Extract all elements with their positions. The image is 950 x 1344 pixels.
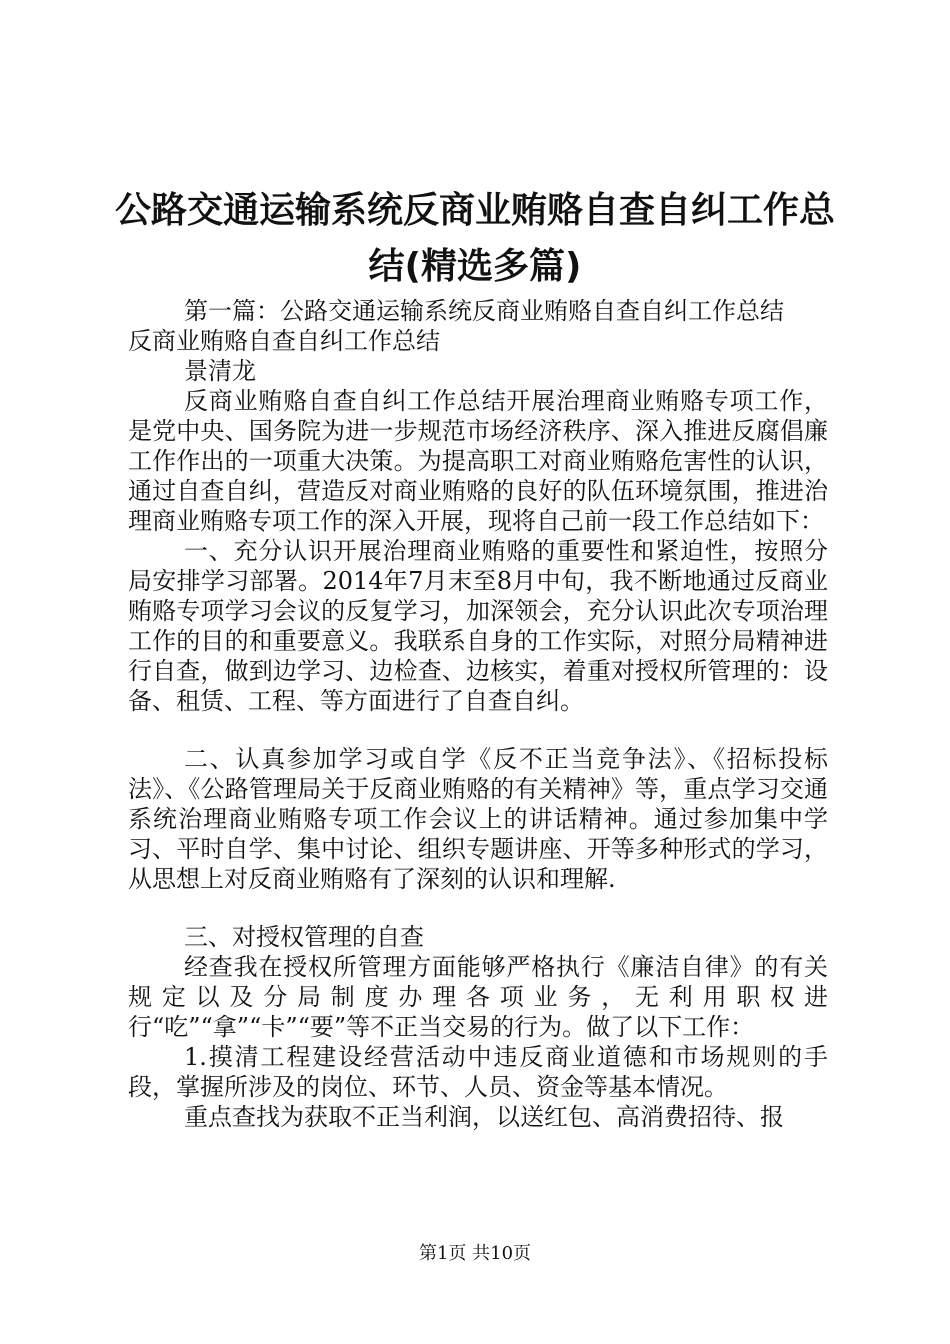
- author-name: 景清龙: [184, 357, 256, 385]
- document-title-line-2: 结(精选多篇): [368, 246, 582, 287]
- summary-subtitle: 反商业贿赂自查自纠工作总结: [128, 327, 440, 355]
- document-body: [128, 296, 828, 1132]
- section-heading-first-part: 第一篇：公路交通运输系统反商业贿赂自查自纠工作总结: [184, 297, 784, 325]
- continuation-paragraph: 重点查找为获取不正当利润，以送红包、高消费招待、报: [184, 1103, 784, 1131]
- point-three-paragraph: 经查我在授权所管理方面能够严格执行《廉洁自律》的有关规定以及分局制度办理各项业务，无利用职权进行“吃”“拿”“卡”“要”等不正当交易的行为。做了以下工作：: [128, 953, 828, 1041]
- document-title-line-1: 公路交通运输系统反商业贿赂自查自纠工作总: [114, 190, 835, 231]
- point-one-paragraph: 一、充分认识开展治理商业贿赂的重要性和紧迫性，按照分局安排学习部署。2014年7月末至8月中旬，我不断地通过反商业贿赂专项学习会议的反复学习，加深领会，充分认识此次专项治理工作的目的和重要意义。我联系自身的工作实际，对照分局精神进行自查，做到边学习、边检查、边核实，着重对授权所管理的：设备、租赁、工程、等方面进行了自查自纠。: [128, 537, 828, 715]
- intro-paragraph: 反商业贿赂自查自纠工作总结开展治理商业贿赂专项工作，是党中央、国务院为进一步规范市场经济秩序、深入推进反腐倡廉工作作出的一项重大决策。为提高职工对商业贿赂危害性的认识，通过自查自纠，营造反对商业贿赂的良好的队伍环境氛围，推进治理商业贿赂专项工作的深入开展，现将自己前一段工作总结如下：: [128, 387, 828, 535]
- page-number-footer: 第1页 共10页: [418, 1243, 532, 1264]
- item-one-paragraph: 1.摸清工程建设经营活动中违反商业道德和市场规则的手段，掌握所涉及的岗位、环节、人员、资金等基本情况。: [128, 1043, 828, 1101]
- point-two-paragraph: 二、认真参加学习或自学《反不正当竞争法》、《招标投标法》、《公路管理局关于反商业贿赂的有关精神》等，重点学习交通系统治理商业贿赂专项工作会议上的讲话精神。通过参加集中学习、平时自学、集中讨论、组织专题讲座、开等多种形式的学习，从思想上对反商业贿赂有了深刻的认识和理解.: [128, 745, 828, 893]
- point-three-heading: 三、对授权管理的自查: [184, 923, 424, 951]
